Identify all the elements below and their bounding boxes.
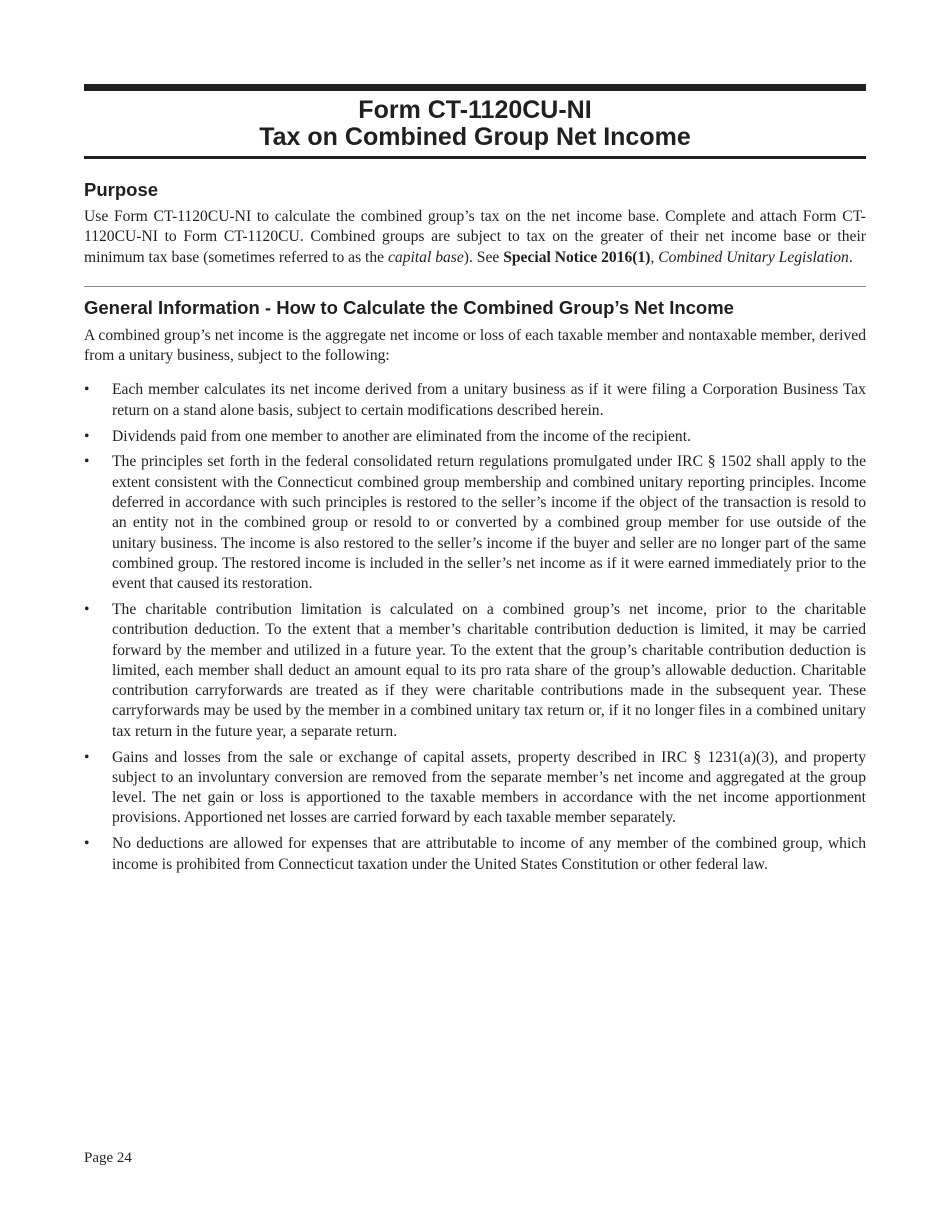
list-item-text: The charitable contribution limitation is calculated on a combined group’s net income, prior to the charitable contribution deduction. To the extent that a member’s charitable contribution deduction is limited, it may be carried forward by the member and utilized in a future year. To the extent that the group’s charitable contribution deduction is limited, each member shall deduct an amount equal to its pro rata share of the group’s allowable deduction. Charitable contribution carryforwards are treated as if they were charitable contributions made in the subsequent year. These carryforwards may be used by the member in a combined unitary tax return or, if it no longer files in a combined unitary tax return in the future year, a separate return. <box>112 600 866 740</box>
bullet-icon: • <box>84 381 90 399</box>
list-item-text: Gains and losses from the sale or exchange of capital assets, property described in IRC § 1231(a)(3), and property subject to an involuntary conversion are removed from the separate member’s net income and aggregated at the group level. The net gain or loss is apportioned to the taxable members in accordance with the net income apportionment provisions. Apportioned net losses are carried forward by each taxable member separately. <box>112 748 866 827</box>
purpose-text-3: , <box>650 248 659 266</box>
title-top-rule <box>84 84 866 91</box>
general-info-intro: A combined group’s net income is the aggregate net income or loss of each taxable member and nontaxable member, derived from a unitary business, subject to the following: <box>84 326 866 365</box>
bullet-icon: • <box>84 748 90 766</box>
combined-unitary-legislation-title: Combined Unitary Legislation <box>658 248 849 266</box>
bullet-icon: • <box>84 427 90 445</box>
list-item-text: Each member calculates its net income derived from a unitary business as if it were filing a Corporation Business Tax return on a stand alone basis, subject to certain modifications described herein. <box>112 381 866 419</box>
title-line-2: Tax on Combined Group Net Income <box>259 123 691 151</box>
bullet-icon: • <box>84 453 90 471</box>
list-item-text: The principles set forth in the federal consolidated return regulations promulgated under IRC § 1502 shall apply to the extent consistent with the Connecticut combined group membership and combined unitary reporting principles. Income deferred in accordance with such principles is restored to the seller’s income if the object of the transaction is resold to an entity not in the combined group or resold to or converted by a combined group member for use outside of the unitary business. The income is also restored to the seller’s income if the buyer and seller are no longer part of the same combined group. The restored income is included in the seller’s net income as if it were earned immediately prior to the event that caused its restoration. <box>112 453 866 593</box>
list-item <box>84 748 866 829</box>
list-item <box>84 427 866 447</box>
list-item <box>84 600 866 742</box>
purpose-heading: Purpose <box>84 179 159 200</box>
page-number: Page 24 <box>84 1150 132 1166</box>
document-page <box>84 84 866 880</box>
bullet-icon: • <box>84 835 90 853</box>
purpose-text-2: ). See <box>463 248 504 266</box>
general-info-heading: General Information - How to Calculate the Combined Group’s Net Income <box>84 296 734 318</box>
purpose-text-4: . <box>848 248 853 266</box>
list-item <box>84 380 866 421</box>
section-divider <box>84 286 866 287</box>
title-line-1: Form CT-1120CU-NI <box>358 96 592 124</box>
bullet-icon: • <box>84 600 90 618</box>
purpose-paragraph <box>84 207 866 268</box>
rules-list <box>84 380 866 874</box>
list-item <box>84 834 866 875</box>
special-notice-reference: Special Notice 2016(1) <box>503 248 651 266</box>
list-item <box>84 452 866 594</box>
purpose-text-1: Use Form CT-1120CU-NI to calculate the combined group’s tax on the net income base. Complete and attach Form CT-1120CU-NI to Form CT-1120CU. Combined groups are subject to tax on the greater of their net income base or their minimum tax base (sometimes referred to as the <box>84 208 866 266</box>
list-item-text: Dividends paid from one member to another are eliminated from the income of the recipient. <box>112 427 691 445</box>
list-item-text: No deductions are allowed for expenses that are attributable to income of any member of the combined group, which income is prohibited from Connecticut taxation under the United States Constitution or other federal law. <box>112 835 866 873</box>
title-bottom-rule <box>84 156 866 159</box>
capital-base-term: capital base <box>388 248 464 266</box>
page-title <box>84 97 866 151</box>
